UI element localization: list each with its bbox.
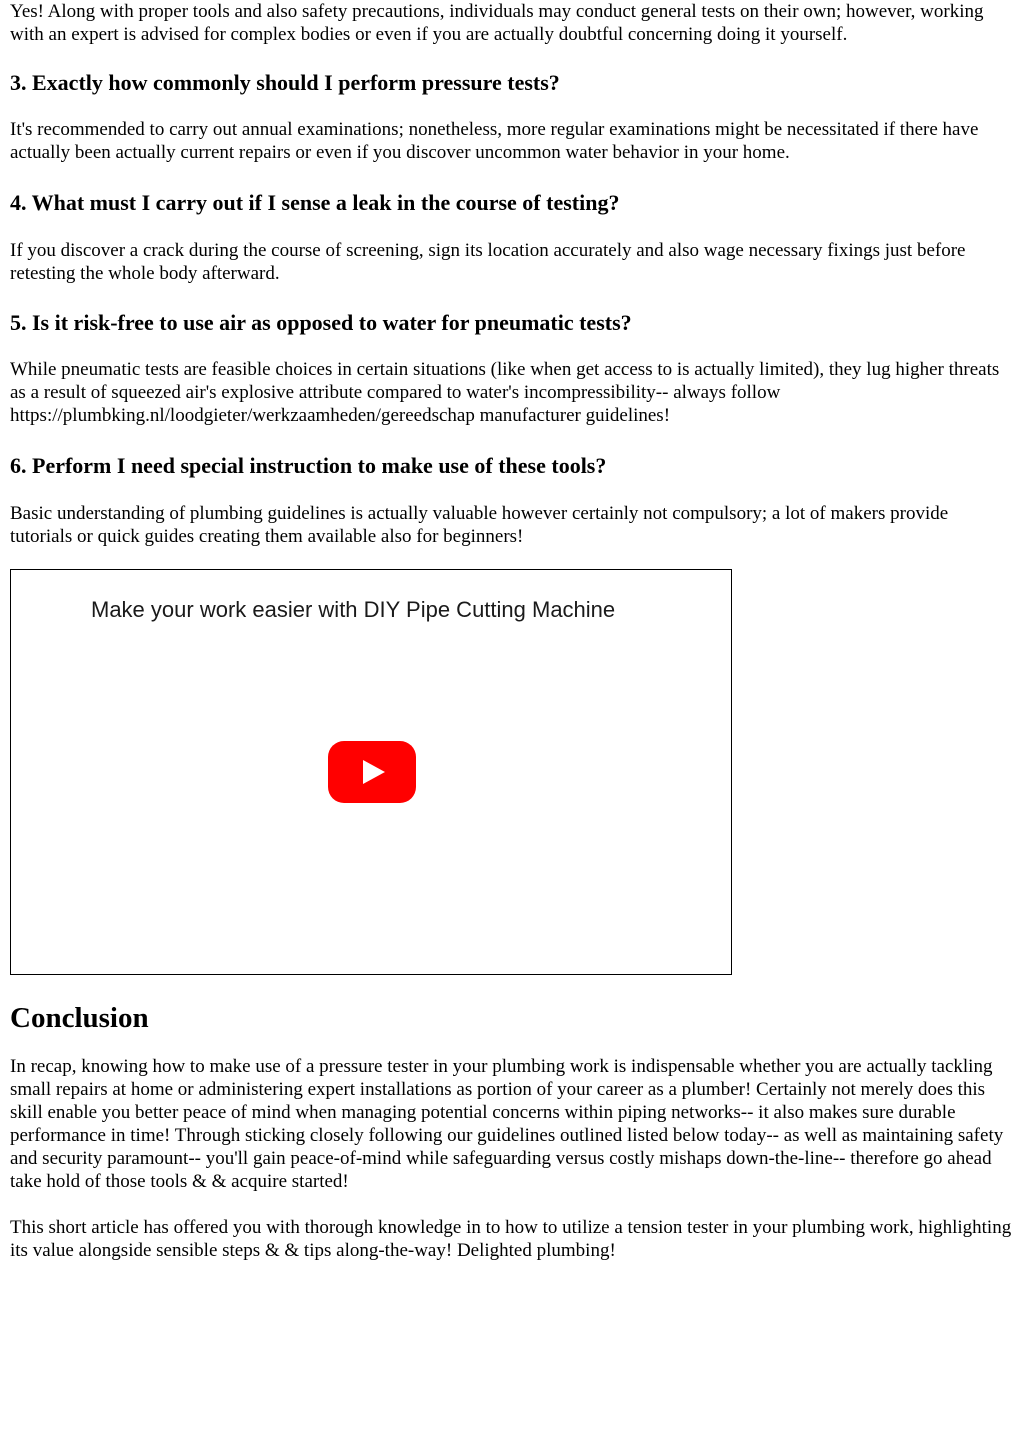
intro-paragraph: Yes! Along with proper tools and also safety precautions, individuals may conduct general tests on their own; however, working with an expert is advised for complex bodies or even if you are actually doubtful concerning doing it yourself. (10, 1, 984, 45)
youtube-play-icon[interactable] (328, 741, 416, 803)
conclusion-paragraph-2: This short article has offered you with thorough knowledge in to how to utilize a tension tester in your plumbing work, highlighting its value alongside sensible steps & & tips along-the-way! Delighted plumbing! (10, 1217, 1012, 1261)
faq-question-5: 5. Is it risk-free to use air as opposed to water for pneumatic tests? (10, 310, 632, 335)
video-embed[interactable] (10, 569, 732, 975)
faq-answer-4: If you discover a crack during the course of screening, sign its location accurately and also wage necessary fixings just before retesting the whole body afterward. (10, 240, 966, 284)
faq-question-6: 6. Perform I need special instruction to make use of these tools? (10, 453, 607, 478)
conclusion-paragraph-1: In recap, knowing how to make use of a pressure tester in your plumbing work is indispensable whether you are actually tackling small repairs at home or administering expert installations as portion of your career as a plumber! Certainly not merely does this skill enable you better peace of mind when managing potential concerns within piping networks-- it also makes sure durable performance in time! Through sticking closely following our guidelines outlined listed below today-- as well as maintaining safety and security paramount-- you'll gain peace-of-mind while safeguarding versus costly mishaps down-the-line-- therefore go ahead take hold of those tools & & acquire started! (10, 1056, 1004, 1192)
faq-question-4: 4. What must I carry out if I sense a leak in the course of testing? (10, 190, 620, 215)
faq-answer-3: It's recommended to carry out annual examinations; nonetheless, more regular examinations might be necessitated if there have actually been actually current repairs or even if you discover uncommon water behavior in your home. (10, 119, 979, 163)
video-title[interactable]: Make your work easier with DIY Pipe Cutting Machine (91, 597, 616, 622)
faq-answer-5: While pneumatic tests are feasible choices in certain situations (like when get access to is actually limited), they lug higher threats as a result of squeezed air's explosive attribute compared to water's incompressibility-- always follow https://plumbking.nl/loodgieter/werkzaamheden/gereedschap manufacturer guidelines! (10, 359, 1000, 426)
faq-answer-6: Basic understanding of plumbing guidelines is actually valuable however certainly not compulsory; a lot of makers provide tutorials or quick guides creating them available also for beginners! (10, 503, 949, 547)
faq-question-3: 3. Exactly how commonly should I perform pressure tests? (10, 70, 560, 95)
conclusion-heading: Conclusion (10, 1002, 149, 1034)
